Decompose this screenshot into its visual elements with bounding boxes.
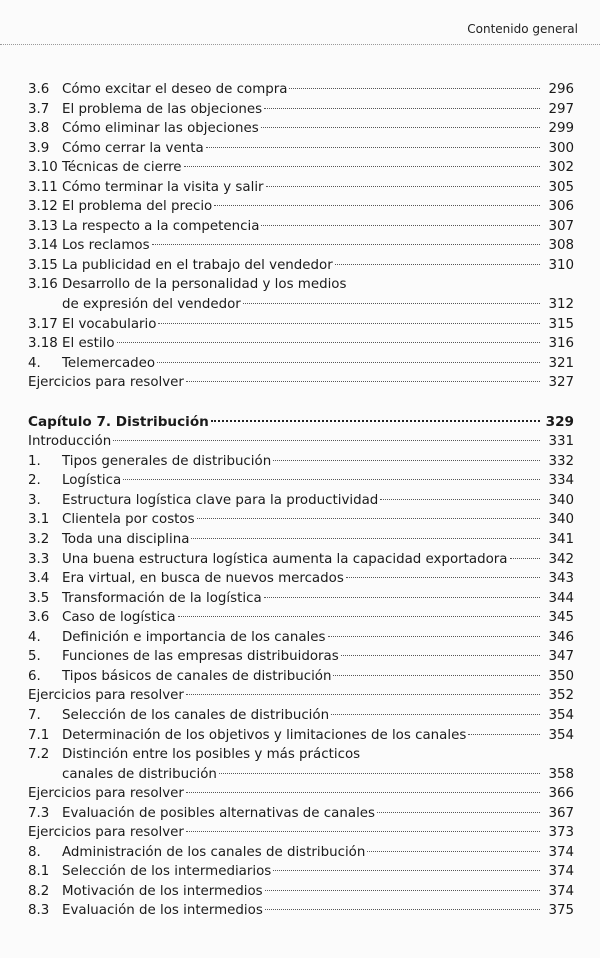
toc-entry-number: 8.2 bbox=[28, 883, 50, 899]
toc-entry-title: Cómo eliminar las objeciones bbox=[62, 121, 259, 137]
toc-entry-number: 3.18 bbox=[28, 336, 58, 352]
toc-entry-title: Determinación de los objetivos y limitaciones de los canales bbox=[62, 727, 467, 743]
chapter-page: 329 bbox=[545, 413, 574, 430]
dot-leader bbox=[273, 870, 540, 871]
toc-entry-exercises bbox=[28, 784, 574, 804]
toc-entry bbox=[28, 471, 574, 491]
dot-leader bbox=[178, 616, 540, 617]
toc-entry-number: 3.6 bbox=[28, 82, 50, 97]
toc-entry bbox=[28, 510, 574, 530]
toc-entry-number: 3.12 bbox=[28, 199, 58, 215]
toc-entry-title: Técnicas de cierre bbox=[62, 160, 182, 176]
toc-entry-page: 327 bbox=[548, 375, 574, 391]
toc-entry-number: 6. bbox=[28, 668, 41, 684]
toc-entry-page: 310 bbox=[548, 257, 574, 273]
toc-entry-page: 307 bbox=[548, 218, 574, 234]
toc-entry-title: Transformación de la logística bbox=[62, 590, 262, 606]
toc-entry bbox=[28, 901, 574, 921]
toc-entry bbox=[28, 354, 574, 374]
toc-entry-title: El problema del precio bbox=[62, 199, 213, 215]
toc-entry-page: 341 bbox=[548, 532, 574, 548]
toc-entry bbox=[28, 647, 574, 667]
dot-leader bbox=[341, 655, 540, 656]
dot-leader bbox=[123, 479, 540, 480]
toc-entry-title: El vocabulario bbox=[62, 316, 157, 332]
toc-entry-title: Telemercadeo bbox=[62, 355, 156, 371]
toc-entry-page: 354 bbox=[548, 727, 574, 743]
toc-entry-number: 3.16 bbox=[28, 277, 58, 293]
toc-entry-page: 316 bbox=[548, 336, 574, 352]
dot-leader bbox=[113, 440, 540, 441]
toc-entry-continuation bbox=[28, 295, 574, 315]
toc-entry-number: 8. bbox=[28, 844, 41, 860]
toc-entry-number: 3.14 bbox=[28, 238, 58, 254]
table-of-contents bbox=[28, 80, 574, 921]
toc-entry-number: 3. bbox=[28, 492, 41, 508]
toc-entry-title: Cómo excitar el deseo de compra bbox=[62, 82, 288, 97]
toc-entry-page: 374 bbox=[548, 864, 574, 880]
toc-entry-page: 352 bbox=[548, 688, 574, 704]
toc-entry-page: 305 bbox=[548, 179, 574, 195]
toc-entry-title: Cómo terminar la visita y salir bbox=[62, 179, 264, 195]
toc-entry-page: 374 bbox=[548, 883, 574, 899]
toc-entry-title: Tipos básicos de canales de distribución bbox=[62, 668, 332, 684]
toc-entry bbox=[28, 569, 574, 589]
toc-entry-title: El estilo bbox=[62, 336, 115, 352]
toc-group-5 bbox=[28, 843, 574, 921]
dot-leader bbox=[273, 460, 540, 461]
dot-leader bbox=[219, 773, 540, 774]
toc-entry-page: 300 bbox=[548, 140, 574, 156]
dot-leader bbox=[191, 538, 540, 539]
dot-leader bbox=[346, 577, 540, 578]
toc-entry bbox=[28, 706, 574, 726]
toc-entry-number: 3.3 bbox=[28, 551, 50, 567]
toc-entry-title: Cómo cerrar la venta bbox=[62, 140, 204, 156]
toc-entry bbox=[28, 804, 574, 824]
toc-entry-page: 366 bbox=[548, 786, 574, 802]
toc-entry-page: 332 bbox=[548, 453, 574, 469]
dot-leader bbox=[266, 186, 540, 187]
toc-entry-title: Una buena estructura logística aumenta la capacidad exportadora bbox=[62, 551, 508, 567]
toc-entry-page: 344 bbox=[548, 590, 574, 606]
toc-entry bbox=[28, 119, 574, 139]
toc-entry-page: 367 bbox=[548, 805, 574, 821]
toc-entry-exercises bbox=[28, 373, 574, 393]
toc-entry-title: Los reclamos bbox=[62, 238, 150, 254]
toc-group-3 bbox=[28, 452, 574, 687]
toc-entry bbox=[28, 862, 574, 882]
toc-entry-title: Evaluación de los intermedios bbox=[62, 903, 263, 919]
dot-leader bbox=[328, 636, 541, 637]
toc-entry-number: 7.2 bbox=[28, 747, 50, 763]
toc-entry-title: Ejercicios para resolver bbox=[28, 786, 184, 802]
toc-entry-title: La respecto a la competencia bbox=[62, 218, 260, 234]
toc-group-1 bbox=[28, 80, 574, 275]
dot-leader bbox=[265, 890, 540, 891]
toc-group-2 bbox=[28, 315, 574, 374]
toc-entry-title: Toda una disciplina bbox=[62, 532, 190, 548]
toc-entry bbox=[28, 530, 574, 550]
toc-entry-title: Ejercicios para resolver bbox=[28, 688, 184, 704]
toc-entry-number: 7. bbox=[28, 707, 41, 723]
toc-entry-title: Logística bbox=[62, 473, 122, 489]
dot-leader bbox=[367, 851, 540, 852]
toc-entry-page: 315 bbox=[548, 316, 574, 332]
dot-leader bbox=[158, 323, 540, 324]
toc-entry-number: 4. bbox=[28, 629, 41, 645]
toc-entry-page: 306 bbox=[548, 199, 574, 215]
toc-entry-number: 3.8 bbox=[28, 121, 50, 137]
toc-entry-page: 312 bbox=[548, 297, 574, 313]
toc-entry bbox=[28, 334, 574, 354]
toc-entry bbox=[28, 275, 574, 295]
toc-entry bbox=[28, 726, 574, 746]
dot-leader bbox=[186, 831, 540, 832]
toc-entry-number: 3.6 bbox=[28, 610, 50, 626]
spacer bbox=[28, 393, 574, 413]
toc-entry-page: 334 bbox=[548, 473, 574, 489]
dot-leader bbox=[265, 909, 540, 910]
toc-entry-title: canales de distribución bbox=[62, 766, 217, 782]
toc-entry bbox=[28, 452, 574, 472]
toc-entry-number: 7.3 bbox=[28, 805, 50, 821]
toc-entry-number: 3.13 bbox=[28, 218, 58, 234]
toc-entry-page: 354 bbox=[548, 707, 574, 723]
toc-entry-title: Era virtual, en busca de nuevos mercados bbox=[62, 571, 344, 587]
toc-entry-title: Clientela por costos bbox=[62, 512, 195, 528]
toc-entry bbox=[28, 843, 574, 863]
chapter-title: Capítulo 7. Distribución bbox=[28, 413, 209, 430]
dot-leader bbox=[186, 694, 540, 695]
toc-entry-number: 3.11 bbox=[28, 179, 58, 195]
toc-entry-number: 3.10 bbox=[28, 160, 58, 176]
toc-entry-title: Ejercicios para resolver bbox=[28, 375, 184, 391]
toc-entry-page: 308 bbox=[548, 238, 574, 254]
toc-entry-page: 374 bbox=[548, 844, 574, 860]
toc-entry bbox=[28, 589, 574, 609]
toc-entry-page: 321 bbox=[548, 355, 574, 371]
toc-entry bbox=[28, 217, 574, 237]
toc-entry bbox=[28, 315, 574, 335]
toc-entry-title: de expresión del vendedor bbox=[62, 297, 241, 313]
toc-entry-page: 296 bbox=[548, 82, 574, 97]
dot-leader bbox=[214, 205, 540, 206]
dot-leader bbox=[264, 597, 540, 598]
dot-leader bbox=[184, 166, 540, 167]
dot-leader bbox=[186, 381, 540, 382]
toc-entry-number: 8.3 bbox=[28, 903, 50, 919]
toc-entry-intro bbox=[28, 432, 574, 452]
toc-entry-page: 350 bbox=[548, 668, 574, 684]
dot-leader bbox=[261, 127, 540, 128]
toc-entry-title: Selección de los intermediarios bbox=[62, 864, 272, 880]
dot-leader bbox=[211, 420, 540, 422]
toc-entry bbox=[28, 667, 574, 687]
toc-entry-number: 3.17 bbox=[28, 316, 58, 332]
dot-leader bbox=[510, 558, 540, 559]
toc-entry-title: Administración de los canales de distribución bbox=[62, 844, 366, 860]
toc-entry bbox=[28, 139, 574, 159]
dot-leader bbox=[331, 714, 540, 715]
dot-leader bbox=[152, 244, 540, 245]
chapter-heading bbox=[28, 413, 574, 433]
toc-entry-page: 299 bbox=[548, 121, 574, 137]
header-divider bbox=[0, 44, 600, 45]
toc-entry bbox=[28, 80, 574, 100]
toc-entry-page: 302 bbox=[548, 160, 574, 176]
toc-entry-page: 345 bbox=[548, 610, 574, 626]
toc-entry-title: Funciones de las empresas distribuidoras bbox=[62, 649, 339, 665]
toc-entry bbox=[28, 608, 574, 628]
toc-entry bbox=[28, 745, 574, 765]
toc-entry-title: Estructura logística clave para la productividad bbox=[62, 492, 379, 508]
toc-entry-title: El problema de las objeciones bbox=[62, 101, 263, 117]
toc-entry bbox=[28, 178, 574, 198]
toc-entry-title: Caso de logística bbox=[62, 610, 176, 626]
toc-entry bbox=[28, 158, 574, 178]
dot-leader bbox=[380, 499, 540, 500]
toc-entry-title: La publicidad en el trabajo del vendedor bbox=[62, 257, 333, 273]
toc-entry-number: 7.1 bbox=[28, 727, 50, 743]
toc-entry-number: 3.1 bbox=[28, 512, 50, 528]
dot-leader bbox=[335, 264, 540, 265]
dot-leader bbox=[261, 225, 540, 226]
dot-leader bbox=[468, 734, 540, 735]
toc-entry bbox=[28, 236, 574, 256]
toc-entry bbox=[28, 882, 574, 902]
toc-entry-page: 373 bbox=[548, 825, 574, 841]
toc-entry-title: Distinción entre los posibles y más prácticos bbox=[62, 747, 361, 763]
toc-entry-title: Selección de los canales de distribución bbox=[62, 707, 330, 723]
toc-entry-number: 4. bbox=[28, 355, 41, 371]
dot-leader bbox=[289, 88, 540, 89]
dot-leader bbox=[117, 342, 540, 343]
dot-leader bbox=[377, 812, 540, 813]
toc-entry-page: 346 bbox=[548, 629, 574, 645]
toc-entry-title: Desarrollo de la personalidad y los medios bbox=[62, 277, 347, 293]
toc-entry bbox=[28, 197, 574, 217]
dot-leader bbox=[157, 362, 540, 363]
toc-entry-number: 3.7 bbox=[28, 101, 50, 117]
toc-group-4 bbox=[28, 706, 574, 745]
running-head: Contenido general bbox=[467, 22, 578, 36]
toc-entry bbox=[28, 256, 574, 276]
toc-entry bbox=[28, 550, 574, 570]
toc-entry-number: 3.4 bbox=[28, 571, 50, 587]
toc-entry-page: 358 bbox=[548, 766, 574, 782]
toc-entry-page: 340 bbox=[548, 512, 574, 528]
toc-entry-page: 342 bbox=[548, 551, 574, 567]
toc-entry-number: 2. bbox=[28, 473, 41, 489]
toc-entry-page: 347 bbox=[548, 649, 574, 665]
toc-entry-page: 297 bbox=[548, 101, 574, 117]
toc-entry bbox=[28, 628, 574, 648]
toc-entry-title: Tipos generales de distribución bbox=[62, 453, 272, 469]
toc-entry-continuation bbox=[28, 765, 574, 785]
toc-entry-number: 3.9 bbox=[28, 140, 50, 156]
toc-entry-number: 3.2 bbox=[28, 532, 50, 548]
toc-entry-number: 8.1 bbox=[28, 864, 50, 880]
dot-leader bbox=[264, 108, 540, 109]
dot-leader bbox=[186, 792, 540, 793]
toc-entry-number: 3.5 bbox=[28, 590, 50, 606]
toc-entry-page: 343 bbox=[548, 571, 574, 587]
dot-leader bbox=[197, 518, 540, 519]
toc-entry-number: 5. bbox=[28, 649, 41, 665]
toc-entry-title: Definición e importancia de los canales bbox=[62, 629, 326, 645]
page-header bbox=[0, 0, 600, 44]
dot-leader bbox=[206, 147, 540, 148]
toc-entry bbox=[28, 491, 574, 511]
toc-entry-exercises bbox=[28, 686, 574, 706]
dot-leader bbox=[333, 675, 540, 676]
toc-entry-exercises bbox=[28, 823, 574, 843]
toc-entry-number: 3.15 bbox=[28, 257, 58, 273]
toc-entry-title: Motivación de los intermedios bbox=[62, 883, 263, 899]
dot-leader bbox=[243, 303, 540, 304]
toc-entry-title: Introducción bbox=[28, 434, 112, 450]
toc-entry-page: 375 bbox=[548, 903, 574, 919]
toc-entry-title: Ejercicios para resolver bbox=[28, 825, 184, 841]
toc-entry-page: 331 bbox=[548, 434, 574, 450]
toc-entry bbox=[28, 100, 574, 120]
toc-entry-title: Evaluación de posibles alternativas de canales bbox=[62, 805, 375, 821]
toc-entry-page: 340 bbox=[548, 492, 574, 508]
toc-entry-number: 1. bbox=[28, 453, 41, 469]
